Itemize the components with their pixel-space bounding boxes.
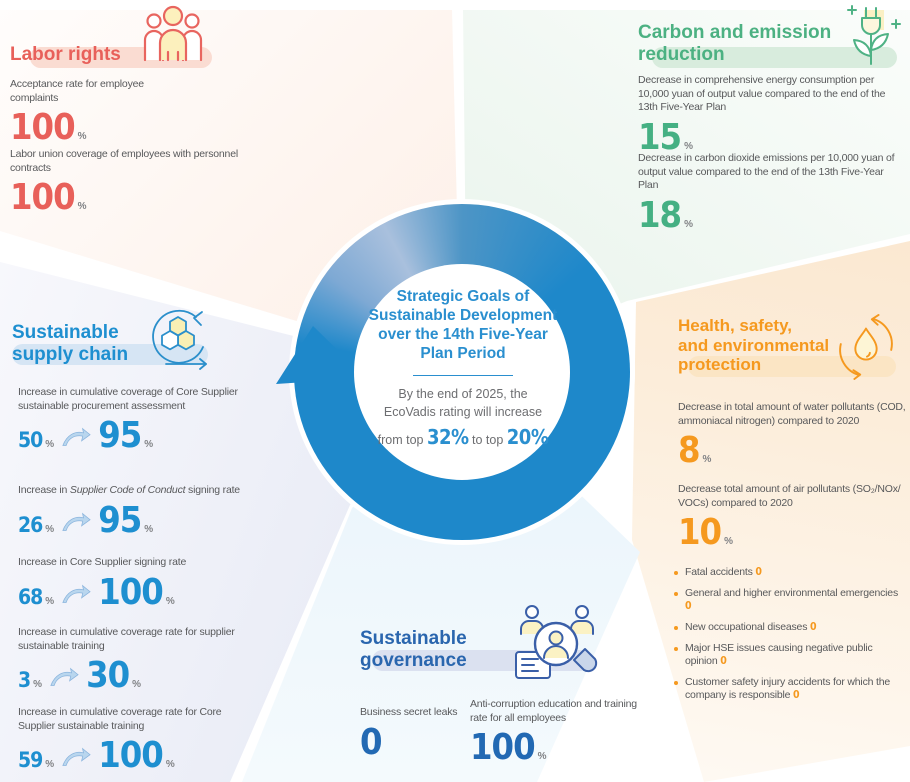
- percent-sign: %: [144, 439, 154, 451]
- metric-value-row: [638, 194, 906, 236]
- center-goal-text: [350, 288, 576, 452]
- carbon-metric-1: [638, 74, 906, 158]
- metric-value-row: [470, 727, 648, 769]
- up-swoosh-arrow-icon: [61, 512, 91, 534]
- percent-sign: %: [684, 218, 693, 230]
- labor-metric-1: [10, 78, 182, 149]
- metric-after-value: 100: [98, 735, 163, 777]
- metric-before-value: 68: [18, 584, 43, 609]
- bullet-value: 0: [809, 620, 817, 633]
- center-subtitle-highlight-line: from top 32% to top 20%: [377, 425, 549, 450]
- metric-value-row: [10, 177, 248, 219]
- list-item: New occupational diseases 0: [674, 621, 906, 635]
- metric-value: 100: [10, 107, 75, 149]
- up-swoosh-arrow-icon: [61, 584, 91, 606]
- metric-label: Decrease in carbon dioxide emissions per 10,000 yuan of output value compared to the end of the 13th Five-Year Plan: [638, 152, 895, 192]
- percent-sign: %: [33, 679, 43, 691]
- metric-value-row: [678, 512, 908, 554]
- metric-after-value: 95: [98, 415, 142, 457]
- metric-value: 8: [678, 430, 700, 472]
- metric-value-row: [678, 430, 908, 472]
- bullet-value: 0: [793, 689, 800, 702]
- hse-metric-1: [678, 401, 908, 472]
- people-group-icon: [140, 4, 206, 64]
- metric-value: 10: [678, 512, 722, 554]
- metric-label: Increase in Supplier Code of Conduct signing rate: [18, 484, 240, 496]
- metric-value: 18: [638, 194, 682, 236]
- hexagon-cycle-icon: [146, 306, 210, 372]
- metric-value-row: [638, 116, 906, 158]
- metric-before-value: 59: [18, 748, 43, 773]
- plant-plug-icon: [838, 2, 902, 68]
- metric-value-row: [360, 721, 472, 763]
- percent-sign: %: [77, 131, 87, 143]
- metric-after-value: 100: [98, 571, 163, 613]
- up-swoosh-arrow-icon: [49, 667, 79, 689]
- metric-label: Labor union coverage of employees with personnel contracts: [10, 148, 238, 174]
- supply-section-title: Sustainable supply chain: [12, 322, 129, 365]
- metric-label: Increase in cumulative coverage rate for supplier sustainable training: [18, 626, 235, 652]
- metric-value-row: [18, 499, 250, 541]
- metric-value: 100: [470, 727, 535, 769]
- metric-label: Increase in cumulative coverage of Core Supplier sustainable procurement assessment: [18, 386, 238, 412]
- metric-label: Acceptance rate for employee complaints: [10, 78, 144, 104]
- metric-value-row: [18, 415, 250, 457]
- metric-label: Increase in Core Supplier signing rate: [18, 556, 187, 568]
- metric-label: Increase in cumulative coverage rate for Core Supplier sustainable training: [18, 706, 222, 732]
- governance-metric-2: [470, 698, 648, 769]
- percent-sign: %: [45, 759, 55, 771]
- ecovadis-from-value: 32%: [426, 425, 469, 450]
- bullet-value: 0: [685, 600, 692, 613]
- supply-metric-4: [18, 626, 250, 697]
- up-swoosh-arrow-icon: [61, 747, 91, 769]
- metric-value: 100: [10, 177, 75, 219]
- bullet-icon: [674, 647, 678, 651]
- center-title: Strategic Goals of Sustainable Development over the 14th Five-Year Plan Period: [368, 288, 558, 362]
- bullet-value: 0: [720, 655, 727, 668]
- carbon-metric-2: [638, 152, 906, 236]
- metric-value-row: [18, 735, 250, 777]
- hse-zero-goals-list: [674, 566, 906, 710]
- metric-label: Decrease in total amount of water pollutants (COD, ammoniacal nitrogen) compared to 2020: [678, 401, 906, 427]
- center-divider: [413, 375, 513, 376]
- up-swoosh-arrow-icon: [61, 427, 91, 449]
- metric-label: Decrease total amount of air pollutants (SO₂/NOx/ VOCs) compared to 2020: [678, 483, 901, 509]
- percent-sign: %: [45, 595, 55, 607]
- bullet-icon: [674, 681, 678, 685]
- percent-sign: %: [165, 595, 175, 607]
- carbon-section-title: Carbon and emission reduction: [638, 22, 832, 65]
- hse-metric-2: [678, 483, 908, 554]
- governance-metric-1: [360, 706, 472, 763]
- bullet-value: 0: [755, 566, 762, 578]
- bullet-icon: [674, 626, 678, 630]
- labor-section-title: Labor rights: [10, 44, 121, 65]
- metric-label: Anti-corruption education and training rate for all employees: [470, 698, 637, 724]
- labor-metric-2: [10, 148, 248, 219]
- percent-sign: %: [45, 523, 55, 535]
- hse-section-title: Health, safety, and environmental protection: [678, 316, 830, 375]
- metric-after-value: 30: [86, 655, 130, 697]
- metric-value-row: [10, 107, 182, 149]
- list-item: General and higher environmental emergencies 0: [674, 587, 906, 614]
- center-subtitle: By the end of 2025, the EcoVadis rating will increase from top 32% to top 20%: [350, 385, 576, 453]
- percent-sign: %: [724, 536, 733, 548]
- audit-magnifier-people-icon: [508, 600, 604, 688]
- list-item: Customer safety injury accidents for which the company is responsible 0: [674, 676, 906, 703]
- percent-sign: %: [132, 679, 142, 691]
- list-item: Major HSE issues causing negative public opinion 0: [674, 642, 906, 669]
- bullet-icon: [674, 592, 678, 596]
- metric-before-value: 50: [18, 428, 43, 453]
- metric-value-row: [18, 571, 250, 613]
- percent-sign: %: [537, 751, 547, 763]
- percent-sign: %: [144, 523, 154, 535]
- metric-label: Decrease in comprehensive energy consumption per 10,000 yuan of output value compared to the end of the 13th Five-Year Plan: [638, 74, 886, 114]
- percent-sign: %: [77, 201, 87, 213]
- percent-sign: %: [165, 759, 175, 771]
- metric-before-value: 26: [18, 512, 43, 537]
- metric-before-value: 3: [18, 668, 31, 693]
- metric-value: 15: [638, 116, 682, 158]
- metric-value-row: [18, 655, 250, 697]
- percent-sign: %: [702, 454, 712, 466]
- metric-value: 0: [360, 721, 382, 763]
- percent-sign: %: [45, 439, 55, 451]
- supply-metric-5: [18, 706, 250, 777]
- bullet-icon: [674, 571, 678, 575]
- percent-sign: %: [684, 140, 693, 152]
- metric-after-value: 95: [98, 499, 142, 541]
- supply-metric-1: [18, 386, 250, 457]
- list-item: Fatal accidents 0: [674, 566, 906, 580]
- ecovadis-to-value: 20%: [506, 425, 549, 450]
- metric-label: Business secret leaks: [360, 706, 458, 718]
- supply-metric-2: [18, 484, 250, 541]
- supply-metric-3: [18, 556, 250, 613]
- governance-section-title: Sustainable governance: [360, 628, 467, 671]
- water-drop-cycle-icon: [834, 312, 898, 380]
